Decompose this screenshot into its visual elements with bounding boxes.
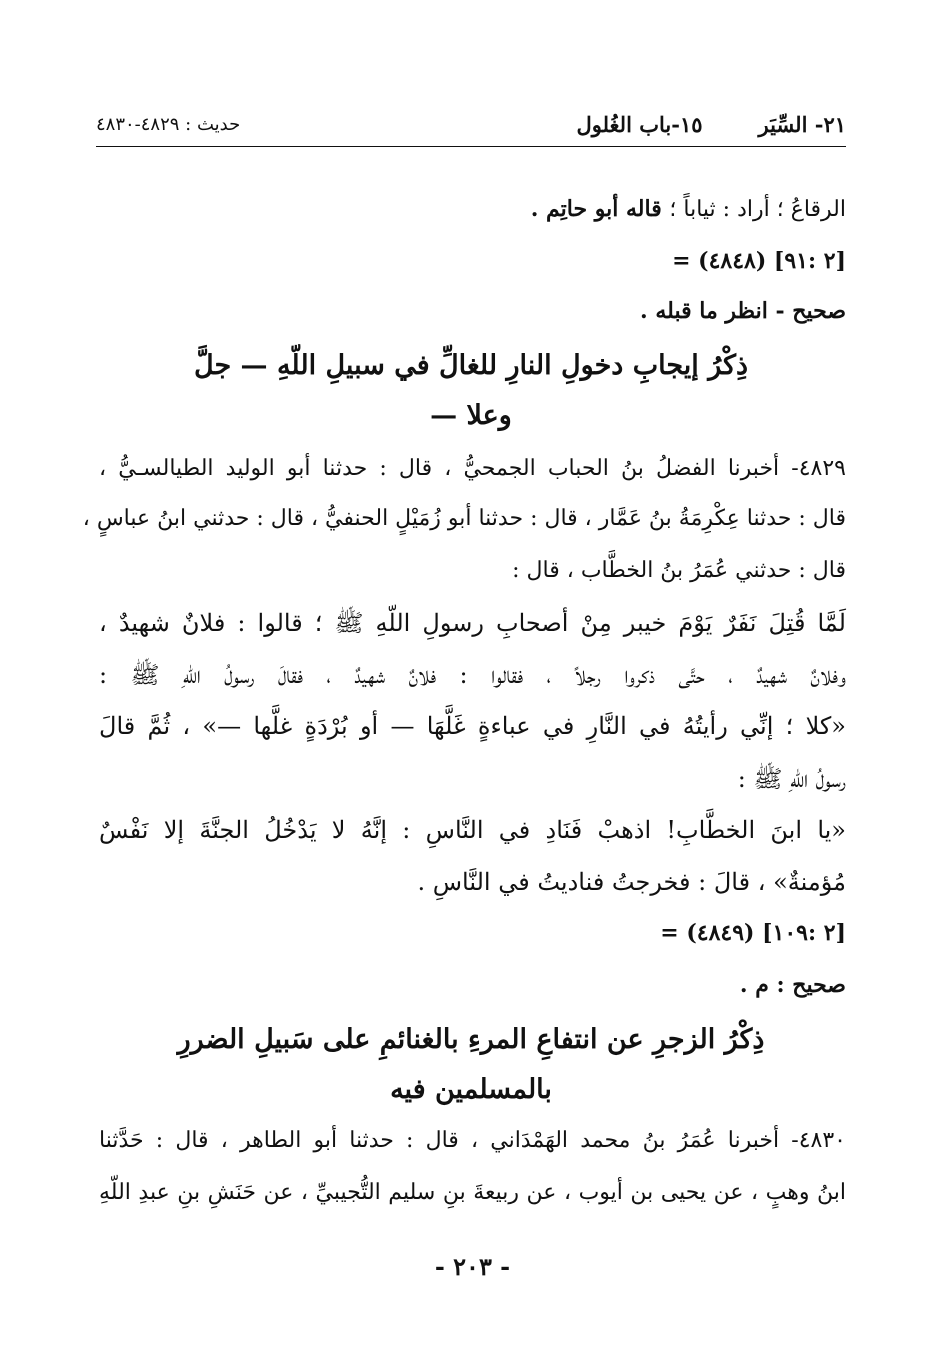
hadith-4829-line-1: ٤٨٢٩- أخبرنا الفضلُ بنُ الحباب الجمحيُّ ، قال : حدثنا أبو الوليد الطيالسـيُّ ، (99, 456, 846, 481)
hadith-4830-line-1: ٤٨٣٠- أخبرنا عُمَرُ بنُ محمد الهَمْدَاني ، قال : حدثنا أبو الطاهر ، قال : حَدَّثنا (99, 1128, 846, 1153)
section-heading-1-line-2: وعلا — (430, 400, 512, 431)
hadith-4829-line-3: قال : حدثني عُمَرُ بنُ الخطَّاب ، قال : (512, 558, 846, 583)
hadith-4829-matn-line-1: لَمَّا قُتِلَ نَفَرٌ يَوْمَ خيبر مِنْ أصحابِ رسولِ اللّهِ ﷺ ؛ قالوا : فلانٌ شهيدٌ ، (99, 609, 846, 637)
cross-reference-1: = (٤٨٤٨) [٢ :٩١] (672, 248, 846, 274)
page-number: - ٢٠٣ - (434, 1252, 511, 1281)
hadith-4829-matn-line-4: رسولُ اللّهِ ﷺ : (737, 765, 846, 793)
section-heading-1-line-1: ذِكْرُ إيجابِ دخولِ النارِ للغالِّ في سبيلِ اللّهِ — جلَّ (194, 350, 748, 381)
text-line-1-b: قاله أبو حاتِم . (530, 196, 670, 222)
hadith-4829-matn-line-3: «كلا ؛ إنِّي رأيتُهُ في النَّارِ في عباءةٍ غَلَّهَا — أو بُرْدَةٍ غلَّها —» ، ثُمَّ قالَ (99, 712, 846, 740)
text-line-1-a: الرقاعُ ؛ أراد : ثياباً ؛ (669, 197, 846, 222)
header-chapter-title: ١٥-باب الغُلول (576, 112, 703, 137)
hadith-4829-matn-line-6: مُؤمنةٌ» ، قالَ : فخرجتُ فناديتُ في النَّاسِ . (417, 868, 846, 896)
grading-1: صحيح - انظر ما قبله . (640, 298, 846, 324)
hadith-4829-matn-line-2: وفلانٌ شهيدٌ ، حتَّى ذكروا رجلاً ، فقالوا : فلانٌ شهيدٌ ، فقالَ رسولُ اللّهِ ﷺ : (99, 661, 846, 689)
hadith-4830-line-2: ابنُ وهبٍ ، عن يحيى بن أيوب ، عن ربيعةَ بنِ سليم التُّجيبيِّ ، عن حَنَشِ بنِ عبدِ اللّهِ (99, 1180, 846, 1205)
header-hadith-range: حديث : ٤٨٢٩-٤٨٣٠ (96, 114, 241, 135)
grading-2: صحيح : م . (739, 972, 846, 998)
header-titles (576, 112, 846, 137)
section-heading-2-line-1: ذِكْرُ الزجرِ عن انتفاعِ المرءِ بالغنائمِ على سَبيلِ الضررِ (177, 1024, 765, 1055)
section-heading-2-line-2: بالمسلمين فيه (390, 1074, 552, 1105)
hadith-4829-matn-line-5: «يا ابنَ الخطَّابِ! اذهبْ فَنَادِ في النَّاسِ : إنَّهُ لا يَدْخُلُ الجنَّةَ إلا نَفْسٌ (99, 816, 846, 844)
text-line-1 (531, 196, 846, 222)
cross-reference-2: = (٤٨٤٩) [٢ :١٠٩] (660, 920, 846, 946)
header-book-title: ٢١- السِّيَر (758, 112, 846, 137)
header-divider (96, 146, 846, 147)
hadith-4829-line-2: قال : حدثنا عِكْرِمَةُ بنُ عَمَّار ، قال : حدثنا أبو زُمَيْلٍ الحنفيُّ ، قال : حدثني ابنُ عباسٍ ، (82, 506, 846, 531)
running-header (96, 108, 846, 144)
